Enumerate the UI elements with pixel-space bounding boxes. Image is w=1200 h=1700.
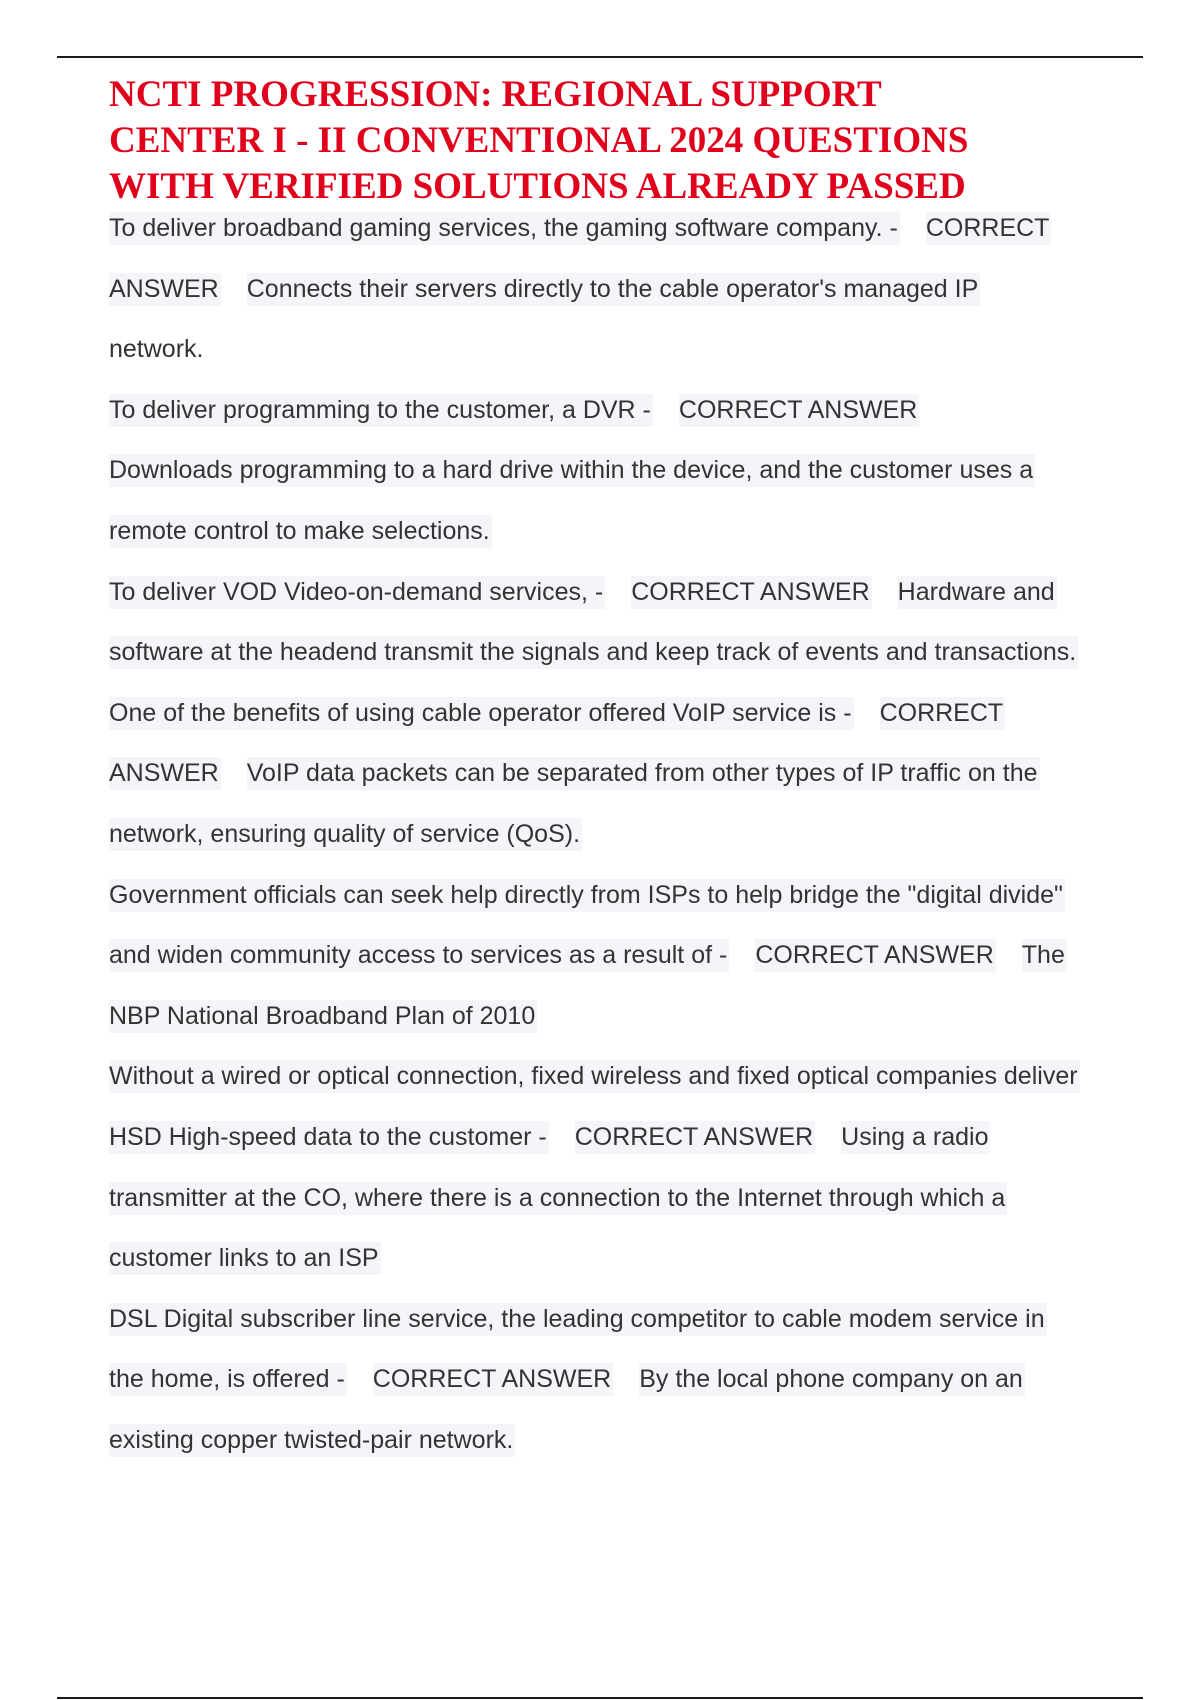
answer-marker: CORRECT ANSWER: [575, 1121, 815, 1154]
text-line: [109, 394, 1149, 455]
question-text: Government officials can seek help directly from ISPs to help bridge the "digital divide": [109, 879, 1065, 912]
answer-marker: ANSWER: [109, 757, 221, 790]
question-text: One of the benefits of using cable operator offered VoIP service is -: [109, 697, 854, 730]
text-line: [109, 1060, 1149, 1121]
answer-text: existing copper twisted-pair network.: [109, 1424, 515, 1457]
text-line: [109, 757, 1149, 818]
answer-text: network, ensuring quality of service (QoS).: [109, 818, 582, 851]
text-line: [109, 636, 1149, 697]
answer-marker: ANSWER: [109, 273, 221, 306]
question-text: To deliver VOD Video-on-demand services, -: [109, 576, 605, 609]
answer-text: transmitter at the CO, where there is a connection to the Internet through which a: [109, 1182, 1007, 1215]
answer-marker: CORRECT ANSWER: [755, 939, 995, 972]
text-line: [109, 1363, 1149, 1424]
title-line: CENTER I - II CONVENTIONAL 2024 QUESTIONS: [109, 120, 969, 161]
text-line: [109, 515, 1149, 576]
text-line: [109, 1424, 1149, 1485]
answer-text: VoIP data packets can be separated from other types of IP traffic on the: [247, 757, 1040, 790]
answer-text: remote control to make selections.: [109, 515, 492, 548]
answer-text: Using a radio: [841, 1121, 990, 1154]
text-line: [109, 454, 1149, 515]
question-text: and widen community access to services as a result of -: [109, 939, 729, 972]
text-line: [109, 1000, 1149, 1061]
answer-text: NBP National Broadband Plan of 2010: [109, 1000, 537, 1033]
text-line: [109, 1121, 1149, 1182]
question-text: the home, is offered -: [109, 1363, 347, 1396]
question-text: Without a wired or optical connection, fixed wireless and fixed optical companies deliver: [109, 1060, 1080, 1093]
question-text: DSL Digital subscriber line service, the leading competitor to cable modem service in: [109, 1303, 1047, 1336]
text-line: [109, 879, 1149, 940]
text-line: [109, 818, 1149, 879]
answer-text: network.: [109, 335, 204, 364]
answer-marker: CORRECT: [880, 697, 1006, 730]
qa-body: [109, 212, 1149, 1484]
bottom-rule: [57, 1697, 1143, 1699]
text-line: [109, 333, 1149, 394]
text-line: [109, 697, 1149, 758]
text-line: [109, 576, 1149, 637]
answer-text: By the local phone company on an: [639, 1363, 1025, 1396]
question-text: To deliver programming to the customer, a DVR -: [109, 394, 653, 427]
text-line: [109, 939, 1149, 1000]
answer-text: Downloads programming to a hard drive within the device, and the customer uses a: [109, 454, 1035, 487]
title-line: NCTI PROGRESSION: REGIONAL SUPPORT: [109, 74, 882, 115]
text-line: [109, 273, 1149, 334]
text-line: [109, 1303, 1149, 1364]
top-rule: [57, 56, 1143, 58]
answer-text: software at the headend transmit the signals and keep track of events and transactions.: [109, 636, 1078, 669]
answer-text: customer links to an ISP: [109, 1242, 381, 1275]
answer-text: The: [1022, 939, 1067, 972]
document-title: [109, 72, 1109, 210]
text-line: [109, 212, 1149, 273]
answer-marker: CORRECT ANSWER: [679, 394, 919, 427]
question-text: To deliver broadband gaming services, the gaming software company. -: [109, 212, 900, 245]
answer-marker: CORRECT ANSWER: [373, 1363, 613, 1396]
text-line: [109, 1242, 1149, 1303]
text-line: [109, 1182, 1149, 1243]
answer-marker: CORRECT: [926, 212, 1052, 245]
answer-marker: CORRECT ANSWER: [631, 576, 871, 609]
title-line: WITH VERIFIED SOLUTIONS ALREADY PASSED: [109, 166, 966, 207]
question-text: HSD High-speed data to the customer -: [109, 1121, 549, 1154]
answer-text: Connects their servers directly to the cable operator's managed IP: [247, 273, 981, 306]
answer-text: Hardware and: [898, 576, 1057, 609]
